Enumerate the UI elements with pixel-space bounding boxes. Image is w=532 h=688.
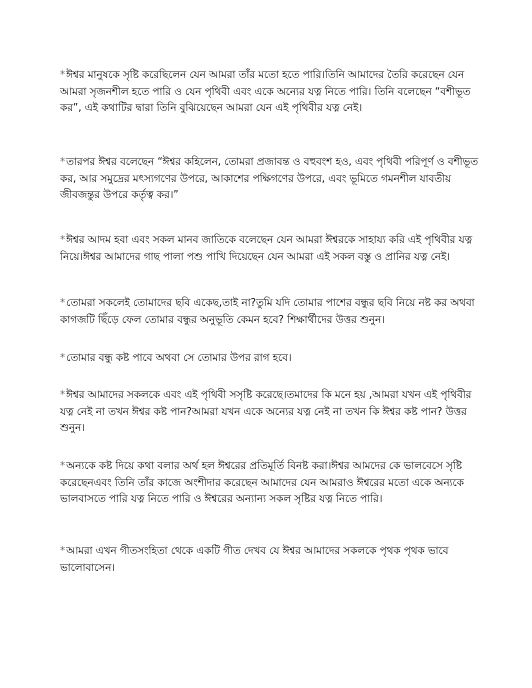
bullet-marker: * xyxy=(60,156,66,168)
paragraph-text: অন্যকে কষ্ট দিয়ে কথা বলার অর্থ হল ঈশ্বরের প্রতিমূর্তি বিনষ্ট করা।ঈশ্বর আমদের কে ভালবেসে সৃষ্টি করেছেনএবং তিনি তাঁর কাজে অংশীদার করেছেন আমাদের যেন আমরাও ঈশ্বরের মতো একে অন্যকে ভালবাসতে পারি যত্ন নিতে পারি ও ঈশ্বরের অন্যান্য সকল সৃষ্টির যত্ন নিতে পারি। xyxy=(60,460,464,506)
paragraph-text: তোমার বন্ধু কষ্ট পাবে অথবা সে তোমার উপর রাগ হবে। xyxy=(66,352,292,364)
paragraph-text: তোমরা সকলেই তোমাদের ছবি একেছ,তাই না?তুমি যদি তোমার পাশের বন্ধুর ছবি নিয়ে নষ্ট কর অথবা কাগজটি ছিঁড়ে ফেল তোমার বন্ধুর অনুভূতি কেমন হবে? শিক্ষার্থীদের উত্তর শুনুন। xyxy=(60,297,475,326)
paragraph-text: তারপর ঈশ্বর বলেছেন “ঈশ্বর কহিলেন, তোমরা প্রজাবন্ত ও বহুবংশ হও, এবং পৃথিবী পরিপূর্ণ ও বশীভূত কর, আর সমুদ্রের মৎস্যগণের উপরে, আকাশের পক্ষিগণের উপরে, এবং ভূমিতে গমনশীল যাবতীয় জীবজন্তুর উপরে কর্তৃত্ব কর।” xyxy=(60,156,478,202)
bullet-marker: * xyxy=(60,297,66,309)
bullet-marker: * xyxy=(60,234,66,246)
paragraph xyxy=(60,458,485,508)
paragraph xyxy=(60,350,485,367)
bullet-marker: * xyxy=(60,460,66,472)
paragraph xyxy=(60,232,485,265)
paragraph-text: ঈশ্বর মানুষকে সৃষ্টি করেছিলেন যেন আমরা তাঁর মতো হতে পারি।তিনি আমাদের তৈরি করেছেন যেন আমরা সৃজনশীল হতে পারি ও যেন পৃথিবী এবং একে অন্যের যত্ন নিতে পারি। তিনি বলেছেন “বশীভূত কর”, এই কথাটির দ্বারা তিনি বুঝিয়েছেন আমরা যেন এই পৃথিবীর যত্ন নেই। xyxy=(60,69,471,115)
paragraph xyxy=(60,543,485,576)
paragraph xyxy=(60,67,485,117)
bullet-marker: * xyxy=(60,352,66,364)
bullet-marker: * xyxy=(60,545,66,557)
paragraph-text: ঈশ্বর আদম হবা এবং সকল মানব জাতিকে বলেছেন যেন আমরা ঈশ্বরকে সাহায্য করি এই পৃথিবীর যত্ন নিয়ে।ঈশ্বর আমাদের গাছ পালা পশু পাখি দিয়েছেন যেন আমরা এই সকল বস্তু ও প্রানির যত্ন নেই। xyxy=(60,234,473,263)
paragraph xyxy=(60,154,485,204)
paragraph-text: আমরা এখন গীতসংহিতা থেকে একটি গীত দেখব যে ঈশ্বর আমাদের সকলকে পৃথক পৃথক ভাবে ভালোবাসেন। xyxy=(60,545,449,574)
bullet-marker: * xyxy=(60,389,66,401)
paragraph xyxy=(60,295,485,328)
bullet-marker: * xyxy=(60,69,66,81)
paragraph xyxy=(60,387,485,437)
paragraph-text: ঈশ্বর আমাদের সকলকে এবং এই পৃথিবী সসৃষ্টি করেছে।তমাদের কি মনে হয় ,আমরা যখন এই পৃথিবীর যত্ন নেই না তখন ঈশ্বর কষ্ট পান?আমরা যখন একে অন্যের যত্ন নেই না তখন কি ঈশ্বর কষ্ট পান? উত্তর শুনুন। xyxy=(60,389,472,435)
